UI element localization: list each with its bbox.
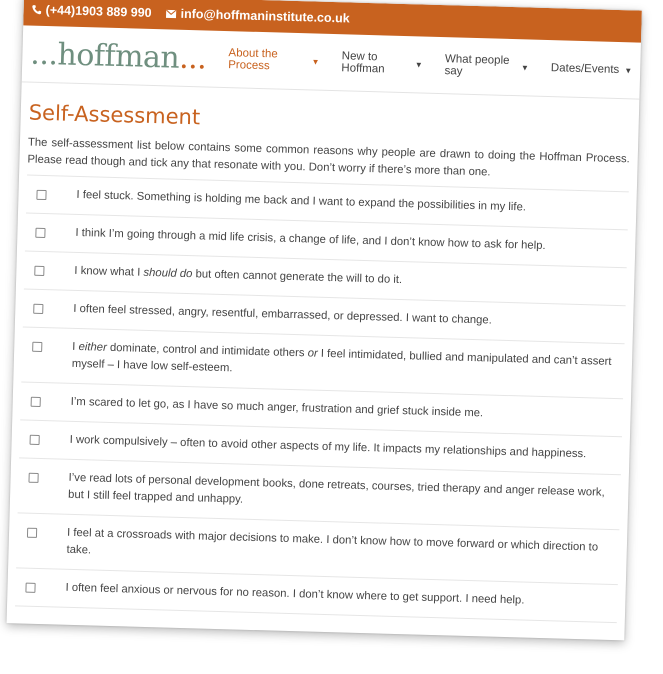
- nav-item-new-to-hoffman[interactable]: [341, 50, 423, 76]
- item-text-part: I’m scared to let go, as I have so much anger, frustration and grief stuck inside me.: [70, 395, 484, 420]
- checkbox[interactable]: [25, 583, 35, 593]
- self-assessment-list: [15, 175, 629, 624]
- phone-icon: [32, 5, 42, 15]
- item-text-part: dominate, control and intimidate others: [106, 341, 308, 360]
- item-text: [74, 263, 626, 295]
- chevron-down-icon: ▼: [311, 56, 320, 67]
- item-text-part: I work compulsively – often to avoid other aspects of my life. It impacts my relationships and happiness.: [69, 433, 587, 461]
- item-text-part: I feel intimidated, bullied and manipulated and can’t assert myself – I have low self-esteem.: [71, 347, 612, 375]
- nav-label: What people say: [444, 53, 510, 78]
- logo-suffix: ...: [178, 40, 207, 76]
- checkbox[interactable]: [34, 266, 44, 276]
- phone-number[interactable]: (+44)1903 889 990: [45, 2, 152, 20]
- item-text: [75, 225, 627, 257]
- checkbox[interactable]: [28, 473, 38, 483]
- email-address[interactable]: info@hoffmaninstitute.co.uk: [180, 6, 350, 26]
- item-text-part: but often cannot generate the will to do it.: [192, 268, 403, 287]
- checkbox[interactable]: [35, 228, 45, 238]
- checkbox[interactable]: [32, 342, 42, 352]
- checkbox[interactable]: [33, 304, 43, 314]
- hoffman-logo[interactable]: [30, 36, 207, 76]
- nav-label: Dates/Events: [550, 62, 620, 77]
- item-text: [66, 525, 619, 574]
- page-title: Self-Assessment: [28, 100, 201, 130]
- phone-contact[interactable]: [31, 3, 151, 20]
- envelope-icon: [165, 9, 176, 18]
- checkbox[interactable]: [31, 397, 41, 407]
- item-text-part: I think I’m going through a mid life crisis, a change of life, and I don’t know how to ask for help.: [75, 226, 546, 253]
- item-text-emphasis: or: [307, 347, 318, 360]
- logo-prefix: ...: [29, 36, 59, 72]
- item-text: [72, 339, 625, 388]
- chevron-down-icon: ▼: [414, 59, 423, 70]
- nav-item-about-the-process[interactable]: [228, 47, 320, 74]
- nav-label: About the Process: [227, 47, 278, 73]
- item-text: [70, 394, 622, 426]
- main-nav: [206, 46, 633, 82]
- main-content: [7, 82, 639, 623]
- item-text: [68, 470, 621, 519]
- item-text: [69, 432, 621, 464]
- checkbox[interactable]: [30, 435, 40, 445]
- chevron-down-icon: ▼: [520, 62, 530, 72]
- nav-label: New to Hoffman: [341, 50, 385, 76]
- item-text-part: I often feel stressed, angry, resentful, embarrassed, or depressed. I want to change.: [73, 302, 492, 327]
- chevron-down-icon: ▼: [624, 65, 633, 75]
- item-text-part: I know what I: [74, 264, 144, 279]
- item-text-part: I: [72, 340, 79, 354]
- checkbox[interactable]: [36, 190, 46, 200]
- item-text: [65, 580, 617, 612]
- item-text-part: I often feel anxious or nervous for no reason. I don’t know where to get support. I need help.: [65, 581, 525, 607]
- nav-item-what-people-say[interactable]: [444, 53, 529, 79]
- item-text-emphasis: should do: [143, 266, 193, 281]
- item-text-emphasis: either: [78, 341, 107, 354]
- item-text: [76, 187, 628, 219]
- item-text-part: I feel at a crossroads with major decisions to make. I don’t know how to move forward or which direction to take.: [66, 526, 599, 557]
- webpage-card: [7, 0, 642, 640]
- nav-item-dates-events[interactable]: [551, 62, 633, 76]
- logo-word: hoffman: [57, 36, 180, 76]
- item-text-part: I feel stuck. Something is holding me back and I want to expand the possibilities in my life.: [76, 188, 527, 214]
- intro-text: The self-assessment list below contains some common reasons why people are drawn to doing the Hoffman Process. Please read though and tick any that resonate with you. Don’t worry if there’s more than one.: [27, 136, 630, 179]
- checkbox[interactable]: [27, 528, 37, 538]
- item-text: [73, 301, 625, 333]
- item-text-part: I’ve read lots of personal development books, done retreats, courses, tried therapy and anger release work, but I still feel trapped and unhappy.: [67, 471, 605, 506]
- email-contact[interactable]: [165, 6, 349, 25]
